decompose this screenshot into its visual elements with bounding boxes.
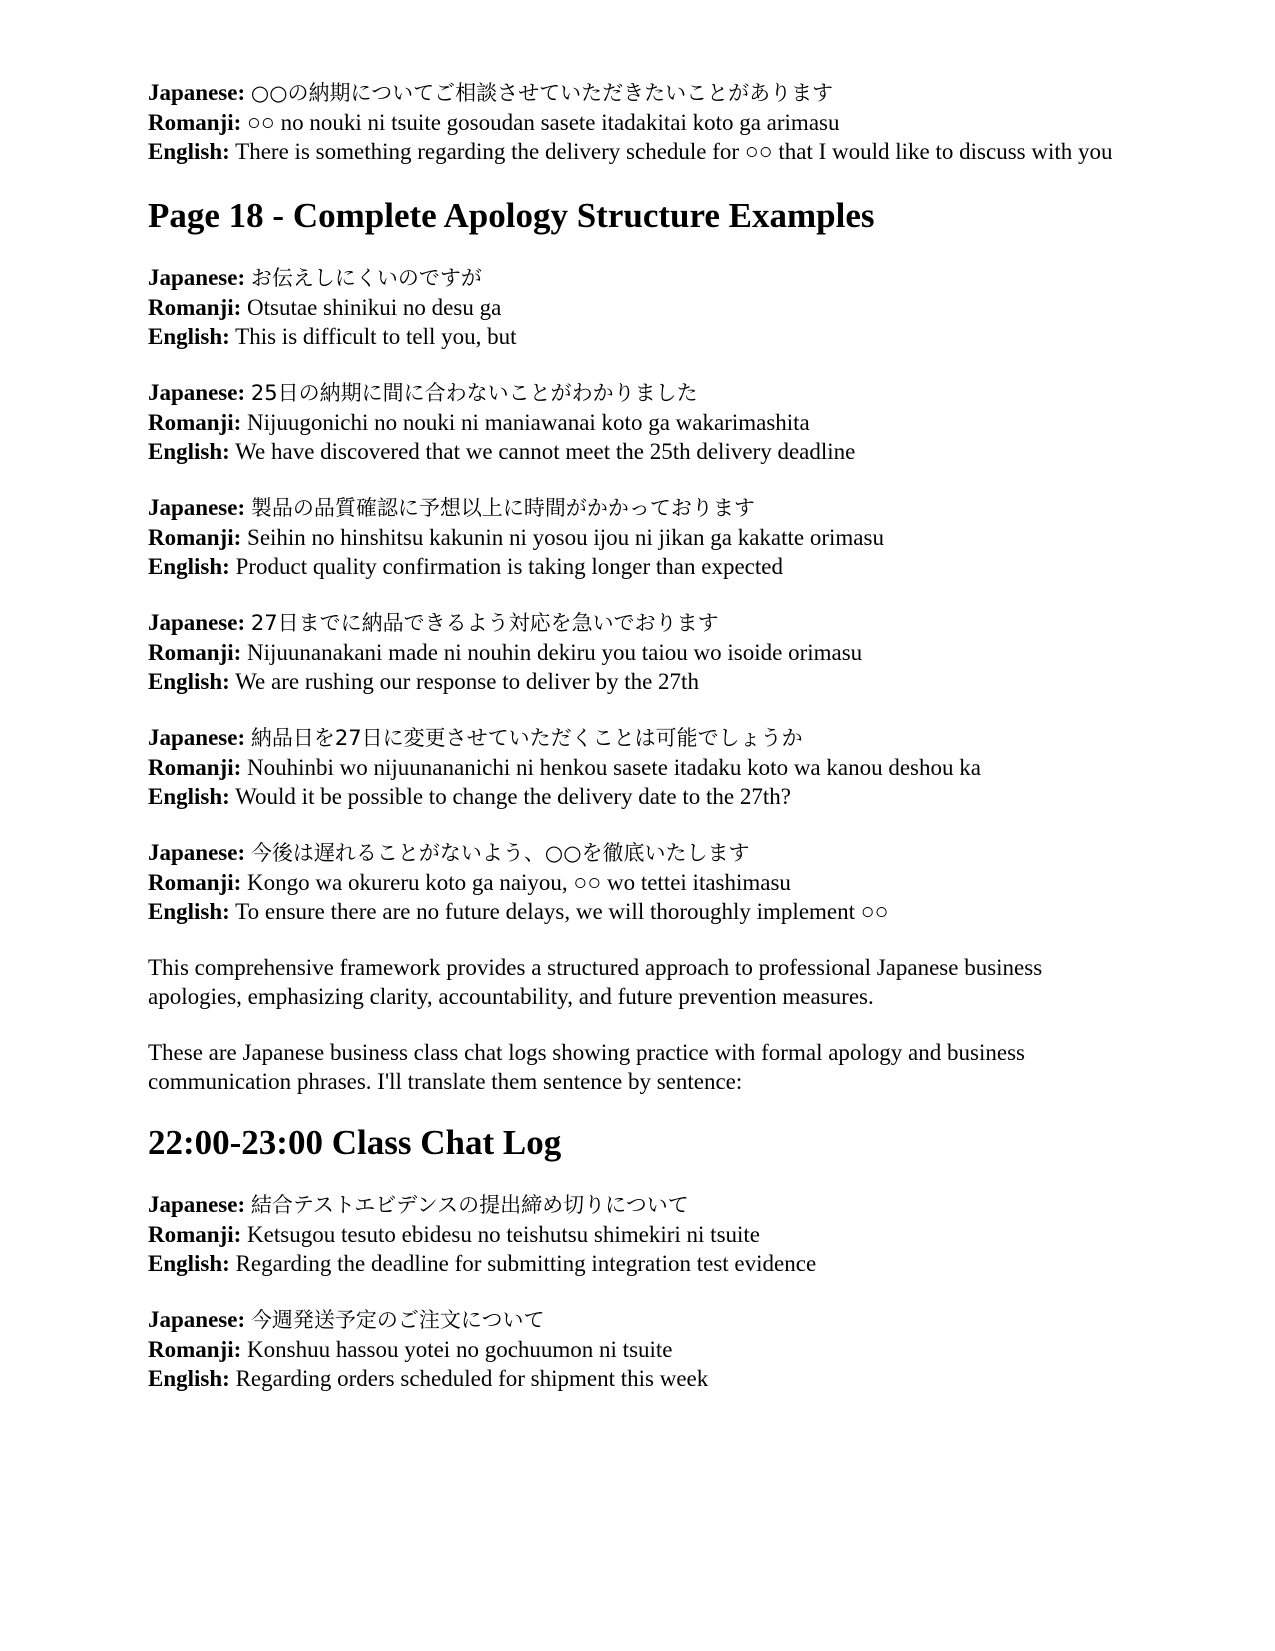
japanese-label: Japanese: xyxy=(148,1192,246,1217)
phrase-entry xyxy=(148,378,1138,466)
japanese-line xyxy=(148,78,1138,108)
english-label: English: xyxy=(148,1366,230,1391)
english-line xyxy=(148,897,1138,926)
phrase-entry xyxy=(148,78,1138,166)
japanese-line xyxy=(148,838,1138,868)
english-text: Regarding the deadline for submitting integration test evidence xyxy=(235,1251,817,1276)
japanese-label: Japanese: xyxy=(148,265,246,290)
romanji-text: Otsutae shinikui no desu ga xyxy=(247,295,502,320)
japanese-label: Japanese: xyxy=(148,725,246,750)
phrase-entry xyxy=(148,1305,1138,1393)
romanji-label: Romanji: xyxy=(148,295,242,320)
phrase-entry xyxy=(148,1190,1138,1278)
japanese-line xyxy=(148,608,1138,638)
english-line xyxy=(148,137,1138,166)
japanese-text: 27日までに納品できるよう対応を急いでおります xyxy=(250,611,719,635)
japanese-text: 製品の品質確認に予想以上に時間がかかっております xyxy=(250,496,755,520)
japanese-line xyxy=(148,1190,1138,1220)
english-line xyxy=(148,667,1138,696)
english-label: English: xyxy=(148,439,230,464)
english-line xyxy=(148,1249,1138,1278)
phrase-entry xyxy=(148,608,1138,696)
romanji-line xyxy=(148,868,1138,897)
japanese-label: Japanese: xyxy=(148,495,246,520)
english-line xyxy=(148,782,1138,811)
english-text: This is difficult to tell you, but xyxy=(235,324,517,349)
romanji-line xyxy=(148,108,1138,137)
english-label: English: xyxy=(148,1251,230,1276)
romanji-line xyxy=(148,408,1138,437)
romanji-text: Nijuugonichi no nouki ni maniawanai koto ga wakarimashita xyxy=(247,410,810,435)
english-label: English: xyxy=(148,784,230,809)
japanese-label: Japanese: xyxy=(148,610,246,635)
romanji-label: Romanji: xyxy=(148,410,242,435)
english-text: There is something regarding the delivery schedule for ○○ that I would like to discuss with you xyxy=(235,139,1113,164)
english-label: English: xyxy=(148,899,230,924)
english-line xyxy=(148,322,1138,351)
japanese-text: 25日の納期に間に合わないことがわかりました xyxy=(250,381,698,405)
english-label: English: xyxy=(148,669,230,694)
english-line xyxy=(148,552,1138,581)
english-text: Product quality confirmation is taking longer than expected xyxy=(235,554,783,579)
romanji-line xyxy=(148,1220,1138,1249)
romanji-text: Nouhinbi wo nijuunananichi ni henkou sasete itadaku koto wa kanou deshou ka xyxy=(247,755,981,780)
english-text: We have discovered that we cannot meet the 25th delivery deadline xyxy=(235,439,856,464)
english-text: We are rushing our response to deliver by the 27th xyxy=(235,669,699,694)
english-text: Regarding orders scheduled for shipment this week xyxy=(235,1366,709,1391)
phrase-entry xyxy=(148,263,1138,351)
phrase-entry xyxy=(148,838,1138,926)
romanji-text: Ketsugou tesuto ebidesu no teishutsu shimekiri ni tsuite xyxy=(247,1222,761,1247)
document-page xyxy=(148,78,1138,1420)
japanese-line xyxy=(148,493,1138,523)
romanji-label: Romanji: xyxy=(148,1337,242,1362)
romanji-label: Romanji: xyxy=(148,640,242,665)
english-label: English: xyxy=(148,324,230,349)
japanese-text: 今週発送予定のご注文について xyxy=(250,1308,545,1332)
japanese-label: Japanese: xyxy=(148,840,246,865)
romanji-label: Romanji: xyxy=(148,870,242,895)
romanji-label: Romanji: xyxy=(148,755,242,780)
romanji-text: Kongo wa okureru koto ga naiyou, ○○ wo tettei itashimasu xyxy=(247,870,791,895)
romanji-line xyxy=(148,638,1138,667)
japanese-line xyxy=(148,378,1138,408)
romanji-line xyxy=(148,753,1138,782)
japanese-text: 納品日を27日に変更させていただくことは可能でしょうか xyxy=(250,726,803,750)
japanese-label: Japanese: xyxy=(148,80,246,105)
english-text: Would it be possible to change the delivery date to the 27th? xyxy=(235,784,791,809)
section-heading: 22:00-23:00 Class Chat Log xyxy=(148,1123,562,1162)
japanese-text: お伝えしにくいのですが xyxy=(250,266,482,290)
romanji-text: Seihin no hinshitsu kakunin ni yosou ijou ni jikan ga kakatte orimasu xyxy=(247,525,884,550)
japanese-line xyxy=(148,263,1138,293)
romanji-line xyxy=(148,523,1138,552)
english-line xyxy=(148,1364,1138,1393)
japanese-line xyxy=(148,1305,1138,1335)
japanese-line xyxy=(148,723,1138,753)
romanji-text: ○○ no nouki ni tsuite gosoudan sasete itadakitai koto ga arimasu xyxy=(247,110,840,135)
phrase-entry xyxy=(148,493,1138,581)
phrase-entry xyxy=(148,723,1138,811)
romanji-line xyxy=(148,293,1138,322)
romanji-label: Romanji: xyxy=(148,110,242,135)
japanese-label: Japanese: xyxy=(148,1307,246,1332)
romanji-text: Nijuunanakani made ni nouhin dekiru you taiou wo isoide orimasu xyxy=(247,640,863,665)
english-line xyxy=(148,437,1138,466)
english-text: To ensure there are no future delays, we will thoroughly implement ○○ xyxy=(235,899,889,924)
romanji-label: Romanji: xyxy=(148,525,242,550)
japanese-label: Japanese: xyxy=(148,380,246,405)
romanji-text: Konshuu hassou yotei no gochuumon ni tsuite xyxy=(247,1337,673,1362)
japanese-text: 今後は遅れることがないよう、○○を徹底いたします xyxy=(250,841,750,865)
english-label: English: xyxy=(148,139,230,164)
english-label: English: xyxy=(148,554,230,579)
japanese-text: 結合テストエビデンスの提出締め切りについて xyxy=(250,1193,689,1217)
japanese-text: ○○の納期についてご相談させていただきたいことがあります xyxy=(250,81,834,105)
summary-paragraph: This comprehensive framework provides a structured approach to professional Japanese business apologies, emphasizing clarity, accountability, and future prevention measures. xyxy=(148,955,1043,1009)
section-heading: Page 18 - Complete Apology Structure Examples xyxy=(148,196,875,235)
intro-paragraph: These are Japanese business class chat logs showing practice with formal apology and business communication phrases. I'll translate them sentence by sentence: xyxy=(148,1040,1025,1094)
romanji-line xyxy=(148,1335,1138,1364)
romanji-label: Romanji: xyxy=(148,1222,242,1247)
